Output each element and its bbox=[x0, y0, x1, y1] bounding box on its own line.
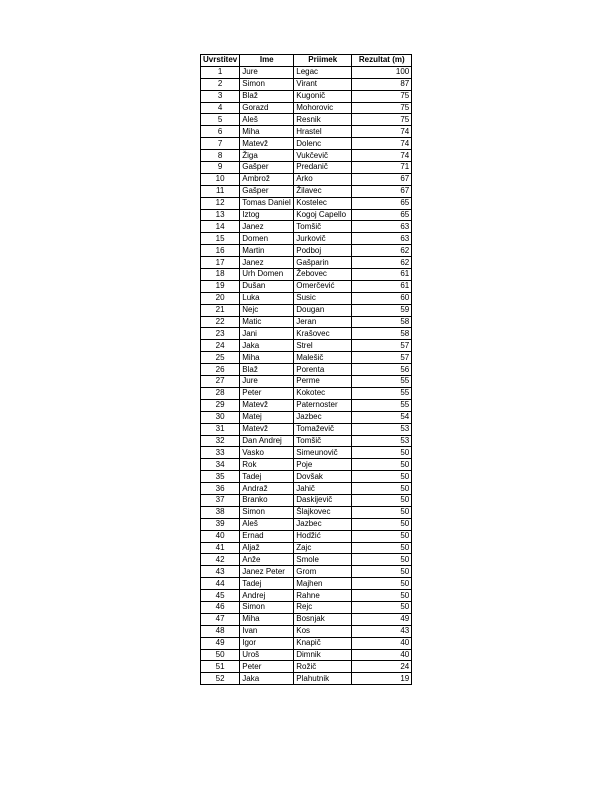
result-cell: 55 bbox=[352, 399, 412, 411]
first-name-cell: Uroš bbox=[240, 649, 294, 661]
first-name-cell: Gašper bbox=[240, 185, 294, 197]
table-row bbox=[201, 387, 412, 399]
table-row bbox=[201, 613, 412, 625]
last-name-cell: Majhen bbox=[294, 578, 352, 590]
result-cell: 62 bbox=[352, 245, 412, 257]
last-name-cell: Rejc bbox=[294, 601, 352, 613]
first-name-cell: Miha bbox=[240, 352, 294, 364]
result-cell: 49 bbox=[352, 613, 412, 625]
first-name-cell: Tomas Daniel bbox=[240, 197, 294, 209]
result-cell: 54 bbox=[352, 411, 412, 423]
last-name-cell: Grom bbox=[294, 566, 352, 578]
table-row bbox=[201, 257, 412, 269]
last-name-cell: Podboj bbox=[294, 245, 352, 257]
first-name-cell: Peter bbox=[240, 387, 294, 399]
first-name-cell: Janez Peter bbox=[240, 566, 294, 578]
result-cell: 50 bbox=[352, 554, 412, 566]
last-name-cell: Paternoster bbox=[294, 399, 352, 411]
result-cell: 60 bbox=[352, 292, 412, 304]
result-cell: 50 bbox=[352, 590, 412, 602]
first-name-cell: Dušan bbox=[240, 280, 294, 292]
first-name-cell: Matevž bbox=[240, 423, 294, 435]
first-name-cell: Aleš bbox=[240, 518, 294, 530]
table-row bbox=[201, 661, 412, 673]
first-name-cell: Ambrož bbox=[240, 173, 294, 185]
table-row bbox=[201, 78, 412, 90]
last-name-cell: Rožič bbox=[294, 661, 352, 673]
table-row bbox=[201, 364, 412, 376]
result-cell: 65 bbox=[352, 209, 412, 221]
rank-cell: 15 bbox=[201, 233, 240, 245]
rank-cell: 36 bbox=[201, 483, 240, 495]
first-name-cell: Gašper bbox=[240, 162, 294, 174]
rank-cell: 26 bbox=[201, 364, 240, 376]
first-name-cell: Simon bbox=[240, 506, 294, 518]
last-name-cell: Žebovec bbox=[294, 269, 352, 281]
table-row bbox=[201, 197, 412, 209]
last-name-cell: Tomaževič bbox=[294, 423, 352, 435]
first-name-cell: Aleš bbox=[240, 114, 294, 126]
last-name-cell: Zajc bbox=[294, 542, 352, 554]
last-name-cell: Perme bbox=[294, 376, 352, 388]
table-row bbox=[201, 399, 412, 411]
last-name-cell: Vukčevič bbox=[294, 150, 352, 162]
last-name-cell: Gašparin bbox=[294, 257, 352, 269]
first-name-cell: Andraž bbox=[240, 483, 294, 495]
last-name-cell: Dimnik bbox=[294, 649, 352, 661]
first-name-cell: Branko bbox=[240, 494, 294, 506]
first-name-cell: Jure bbox=[240, 376, 294, 388]
table-row bbox=[201, 506, 412, 518]
rank-cell: 51 bbox=[201, 661, 240, 673]
table-row bbox=[201, 173, 412, 185]
last-name-cell: Porenta bbox=[294, 364, 352, 376]
result-cell: 50 bbox=[352, 566, 412, 578]
first-name-cell: Matic bbox=[240, 316, 294, 328]
results-body bbox=[201, 66, 412, 684]
last-name-cell: Omerčević bbox=[294, 280, 352, 292]
result-cell: 50 bbox=[352, 471, 412, 483]
rank-cell: 34 bbox=[201, 459, 240, 471]
first-name-cell: Ernad bbox=[240, 530, 294, 542]
first-name-cell: Blaž bbox=[240, 364, 294, 376]
last-name-cell: Knapič bbox=[294, 637, 352, 649]
first-name-cell: Martin bbox=[240, 245, 294, 257]
header-rezultat: Rezultat (m) bbox=[352, 55, 412, 67]
rank-cell: 47 bbox=[201, 613, 240, 625]
table-row bbox=[201, 221, 412, 233]
last-name-cell: Rahne bbox=[294, 590, 352, 602]
first-name-cell: Jaka bbox=[240, 673, 294, 685]
table-row bbox=[201, 328, 412, 340]
rank-cell: 8 bbox=[201, 150, 240, 162]
rank-cell: 11 bbox=[201, 185, 240, 197]
first-name-cell: Aljaž bbox=[240, 542, 294, 554]
rank-cell: 28 bbox=[201, 387, 240, 399]
last-name-cell: Dolenc bbox=[294, 138, 352, 150]
result-cell: 55 bbox=[352, 387, 412, 399]
rank-cell: 24 bbox=[201, 340, 240, 352]
last-name-cell: Hodžić bbox=[294, 530, 352, 542]
rank-cell: 30 bbox=[201, 411, 240, 423]
table-row bbox=[201, 459, 412, 471]
rank-cell: 1 bbox=[201, 66, 240, 78]
table-row bbox=[201, 269, 412, 281]
last-name-cell: Jazbec bbox=[294, 411, 352, 423]
last-name-cell: Jurkovič bbox=[294, 233, 352, 245]
rank-cell: 7 bbox=[201, 138, 240, 150]
table-row bbox=[201, 423, 412, 435]
result-cell: 65 bbox=[352, 197, 412, 209]
result-cell: 50 bbox=[352, 459, 412, 471]
last-name-cell: Kos bbox=[294, 625, 352, 637]
rank-cell: 25 bbox=[201, 352, 240, 364]
last-name-cell: Tomšič bbox=[294, 435, 352, 447]
rank-cell: 21 bbox=[201, 304, 240, 316]
rank-cell: 9 bbox=[201, 162, 240, 174]
last-name-cell: Simeunovič bbox=[294, 447, 352, 459]
rank-cell: 39 bbox=[201, 518, 240, 530]
rank-cell: 38 bbox=[201, 506, 240, 518]
rank-cell: 35 bbox=[201, 471, 240, 483]
table-row bbox=[201, 518, 412, 530]
table-row bbox=[201, 411, 412, 423]
table-row bbox=[201, 90, 412, 102]
first-name-cell: Matevž bbox=[240, 399, 294, 411]
table-row bbox=[201, 150, 412, 162]
last-name-cell: Daskijevič bbox=[294, 494, 352, 506]
result-cell: 24 bbox=[352, 661, 412, 673]
table-row bbox=[201, 138, 412, 150]
table-row bbox=[201, 649, 412, 661]
table-row bbox=[201, 483, 412, 495]
rank-cell: 23 bbox=[201, 328, 240, 340]
last-name-cell: Plahutnik bbox=[294, 673, 352, 685]
result-cell: 50 bbox=[352, 518, 412, 530]
last-name-cell: Dovšak bbox=[294, 471, 352, 483]
result-cell: 67 bbox=[352, 185, 412, 197]
last-name-cell: Virant bbox=[294, 78, 352, 90]
rank-cell: 48 bbox=[201, 625, 240, 637]
result-cell: 50 bbox=[352, 601, 412, 613]
rank-cell: 45 bbox=[201, 590, 240, 602]
result-cell: 59 bbox=[352, 304, 412, 316]
table-row bbox=[201, 435, 412, 447]
rank-cell: 37 bbox=[201, 494, 240, 506]
result-cell: 50 bbox=[352, 530, 412, 542]
table-row bbox=[201, 66, 412, 78]
result-cell: 53 bbox=[352, 435, 412, 447]
rank-cell: 33 bbox=[201, 447, 240, 459]
last-name-cell: Arko bbox=[294, 173, 352, 185]
last-name-cell: Malešič bbox=[294, 352, 352, 364]
result-cell: 57 bbox=[352, 340, 412, 352]
table-row bbox=[201, 601, 412, 613]
rank-cell: 5 bbox=[201, 114, 240, 126]
last-name-cell: Kostelec bbox=[294, 197, 352, 209]
result-cell: 87 bbox=[352, 78, 412, 90]
last-name-cell: Šlajkovec bbox=[294, 506, 352, 518]
first-name-cell: Janez bbox=[240, 221, 294, 233]
result-cell: 50 bbox=[352, 494, 412, 506]
rank-cell: 29 bbox=[201, 399, 240, 411]
result-cell: 55 bbox=[352, 376, 412, 388]
first-name-cell: Rok bbox=[240, 459, 294, 471]
result-cell: 19 bbox=[352, 673, 412, 685]
first-name-cell: Andrej bbox=[240, 590, 294, 602]
last-name-cell: Kugonič bbox=[294, 90, 352, 102]
table-row bbox=[201, 185, 412, 197]
last-name-cell: Legac bbox=[294, 66, 352, 78]
result-cell: 67 bbox=[352, 173, 412, 185]
first-name-cell: Domen bbox=[240, 233, 294, 245]
table-row bbox=[201, 447, 412, 459]
header-ime: Ime bbox=[240, 55, 294, 67]
rank-cell: 10 bbox=[201, 173, 240, 185]
result-cell: 40 bbox=[352, 649, 412, 661]
first-name-cell: Matevž bbox=[240, 138, 294, 150]
first-name-cell: Miha bbox=[240, 126, 294, 138]
last-name-cell: Tomšič bbox=[294, 221, 352, 233]
result-cell: 57 bbox=[352, 352, 412, 364]
last-name-cell: Jahič bbox=[294, 483, 352, 495]
result-cell: 75 bbox=[352, 102, 412, 114]
rank-cell: 17 bbox=[201, 257, 240, 269]
rank-cell: 18 bbox=[201, 269, 240, 281]
first-name-cell: Simon bbox=[240, 78, 294, 90]
rank-cell: 46 bbox=[201, 601, 240, 613]
last-name-cell: Jazbec bbox=[294, 518, 352, 530]
result-cell: 63 bbox=[352, 233, 412, 245]
rank-cell: 3 bbox=[201, 90, 240, 102]
last-name-cell: Jeran bbox=[294, 316, 352, 328]
result-cell: 53 bbox=[352, 423, 412, 435]
result-cell: 75 bbox=[352, 90, 412, 102]
table-row bbox=[201, 625, 412, 637]
rank-cell: 41 bbox=[201, 542, 240, 554]
last-name-cell: Kogoj Capello bbox=[294, 209, 352, 221]
result-cell: 43 bbox=[352, 625, 412, 637]
first-name-cell: Ivan bbox=[240, 625, 294, 637]
last-name-cell: Susic bbox=[294, 292, 352, 304]
first-name-cell: Simon bbox=[240, 601, 294, 613]
first-name-cell: Iztog bbox=[240, 209, 294, 221]
first-name-cell: Igor bbox=[240, 637, 294, 649]
first-name-cell: Luka bbox=[240, 292, 294, 304]
first-name-cell: Blaž bbox=[240, 90, 294, 102]
rank-cell: 6 bbox=[201, 126, 240, 138]
first-name-cell: Urh Domen bbox=[240, 269, 294, 281]
table-row bbox=[201, 233, 412, 245]
rank-cell: 44 bbox=[201, 578, 240, 590]
rank-cell: 12 bbox=[201, 197, 240, 209]
table-row bbox=[201, 114, 412, 126]
last-name-cell: Resnik bbox=[294, 114, 352, 126]
table-row bbox=[201, 126, 412, 138]
table-row bbox=[201, 590, 412, 602]
first-name-cell: Tadej bbox=[240, 578, 294, 590]
rank-cell: 22 bbox=[201, 316, 240, 328]
last-name-cell: Krašovec bbox=[294, 328, 352, 340]
result-cell: 63 bbox=[352, 221, 412, 233]
result-cell: 74 bbox=[352, 138, 412, 150]
result-cell: 100 bbox=[352, 66, 412, 78]
table-row bbox=[201, 316, 412, 328]
first-name-cell: Miha bbox=[240, 613, 294, 625]
rank-cell: 13 bbox=[201, 209, 240, 221]
table-row bbox=[201, 376, 412, 388]
result-cell: 50 bbox=[352, 542, 412, 554]
rank-cell: 43 bbox=[201, 566, 240, 578]
last-name-cell: Predanič bbox=[294, 162, 352, 174]
table-row bbox=[201, 471, 412, 483]
rank-cell: 14 bbox=[201, 221, 240, 233]
last-name-cell: Hrastel bbox=[294, 126, 352, 138]
table-row bbox=[201, 304, 412, 316]
header-priimek: Priimek bbox=[294, 55, 352, 67]
table-row bbox=[201, 673, 412, 685]
rank-cell: 2 bbox=[201, 78, 240, 90]
result-cell: 56 bbox=[352, 364, 412, 376]
header-uvrstitev: Uvrstitev bbox=[201, 55, 240, 67]
first-name-cell: Jaka bbox=[240, 340, 294, 352]
first-name-cell: Gorazd bbox=[240, 102, 294, 114]
table-row bbox=[201, 352, 412, 364]
table-row bbox=[201, 280, 412, 292]
rank-cell: 31 bbox=[201, 423, 240, 435]
table-row bbox=[201, 162, 412, 174]
first-name-cell: Žiga bbox=[240, 150, 294, 162]
table-row bbox=[201, 578, 412, 590]
table-row bbox=[201, 245, 412, 257]
last-name-cell: Kokotec bbox=[294, 387, 352, 399]
result-cell: 50 bbox=[352, 506, 412, 518]
last-name-cell: Poje bbox=[294, 459, 352, 471]
result-cell: 50 bbox=[352, 447, 412, 459]
table-row bbox=[201, 566, 412, 578]
first-name-cell: Jure bbox=[240, 66, 294, 78]
last-name-cell: Smole bbox=[294, 554, 352, 566]
rank-cell: 49 bbox=[201, 637, 240, 649]
rank-cell: 20 bbox=[201, 292, 240, 304]
rank-cell: 50 bbox=[201, 649, 240, 661]
last-name-cell: Žilavec bbox=[294, 185, 352, 197]
last-name-cell: Bosnjak bbox=[294, 613, 352, 625]
table-row bbox=[201, 340, 412, 352]
rank-cell: 52 bbox=[201, 673, 240, 685]
first-name-cell: Matej bbox=[240, 411, 294, 423]
first-name-cell: Tadej bbox=[240, 471, 294, 483]
result-cell: 40 bbox=[352, 637, 412, 649]
rank-cell: 4 bbox=[201, 102, 240, 114]
result-cell: 61 bbox=[352, 269, 412, 281]
first-name-cell: Anže bbox=[240, 554, 294, 566]
last-name-cell: Mohorovic bbox=[294, 102, 352, 114]
first-name-cell: Peter bbox=[240, 661, 294, 673]
first-name-cell: Dan Andrej bbox=[240, 435, 294, 447]
result-cell: 74 bbox=[352, 150, 412, 162]
result-cell: 61 bbox=[352, 280, 412, 292]
table-row bbox=[201, 542, 412, 554]
table-row bbox=[201, 292, 412, 304]
rank-cell: 42 bbox=[201, 554, 240, 566]
result-cell: 58 bbox=[352, 316, 412, 328]
result-cell: 71 bbox=[352, 162, 412, 174]
header-row bbox=[201, 55, 412, 67]
table-row bbox=[201, 102, 412, 114]
first-name-cell: Janez bbox=[240, 257, 294, 269]
rank-cell: 32 bbox=[201, 435, 240, 447]
table-row bbox=[201, 637, 412, 649]
first-name-cell: Jani bbox=[240, 328, 294, 340]
rank-cell: 40 bbox=[201, 530, 240, 542]
result-cell: 50 bbox=[352, 483, 412, 495]
rank-cell: 16 bbox=[201, 245, 240, 257]
rank-cell: 27 bbox=[201, 376, 240, 388]
first-name-cell: Vasko bbox=[240, 447, 294, 459]
table-row bbox=[201, 530, 412, 542]
result-cell: 62 bbox=[352, 257, 412, 269]
table-row bbox=[201, 554, 412, 566]
table-row bbox=[201, 209, 412, 221]
first-name-cell: Nejc bbox=[240, 304, 294, 316]
result-cell: 74 bbox=[352, 126, 412, 138]
table-row bbox=[201, 494, 412, 506]
last-name-cell: Strel bbox=[294, 340, 352, 352]
result-cell: 75 bbox=[352, 114, 412, 126]
result-cell: 58 bbox=[352, 328, 412, 340]
results-table bbox=[200, 54, 412, 685]
rank-cell: 19 bbox=[201, 280, 240, 292]
result-cell: 50 bbox=[352, 578, 412, 590]
last-name-cell: Dougan bbox=[294, 304, 352, 316]
